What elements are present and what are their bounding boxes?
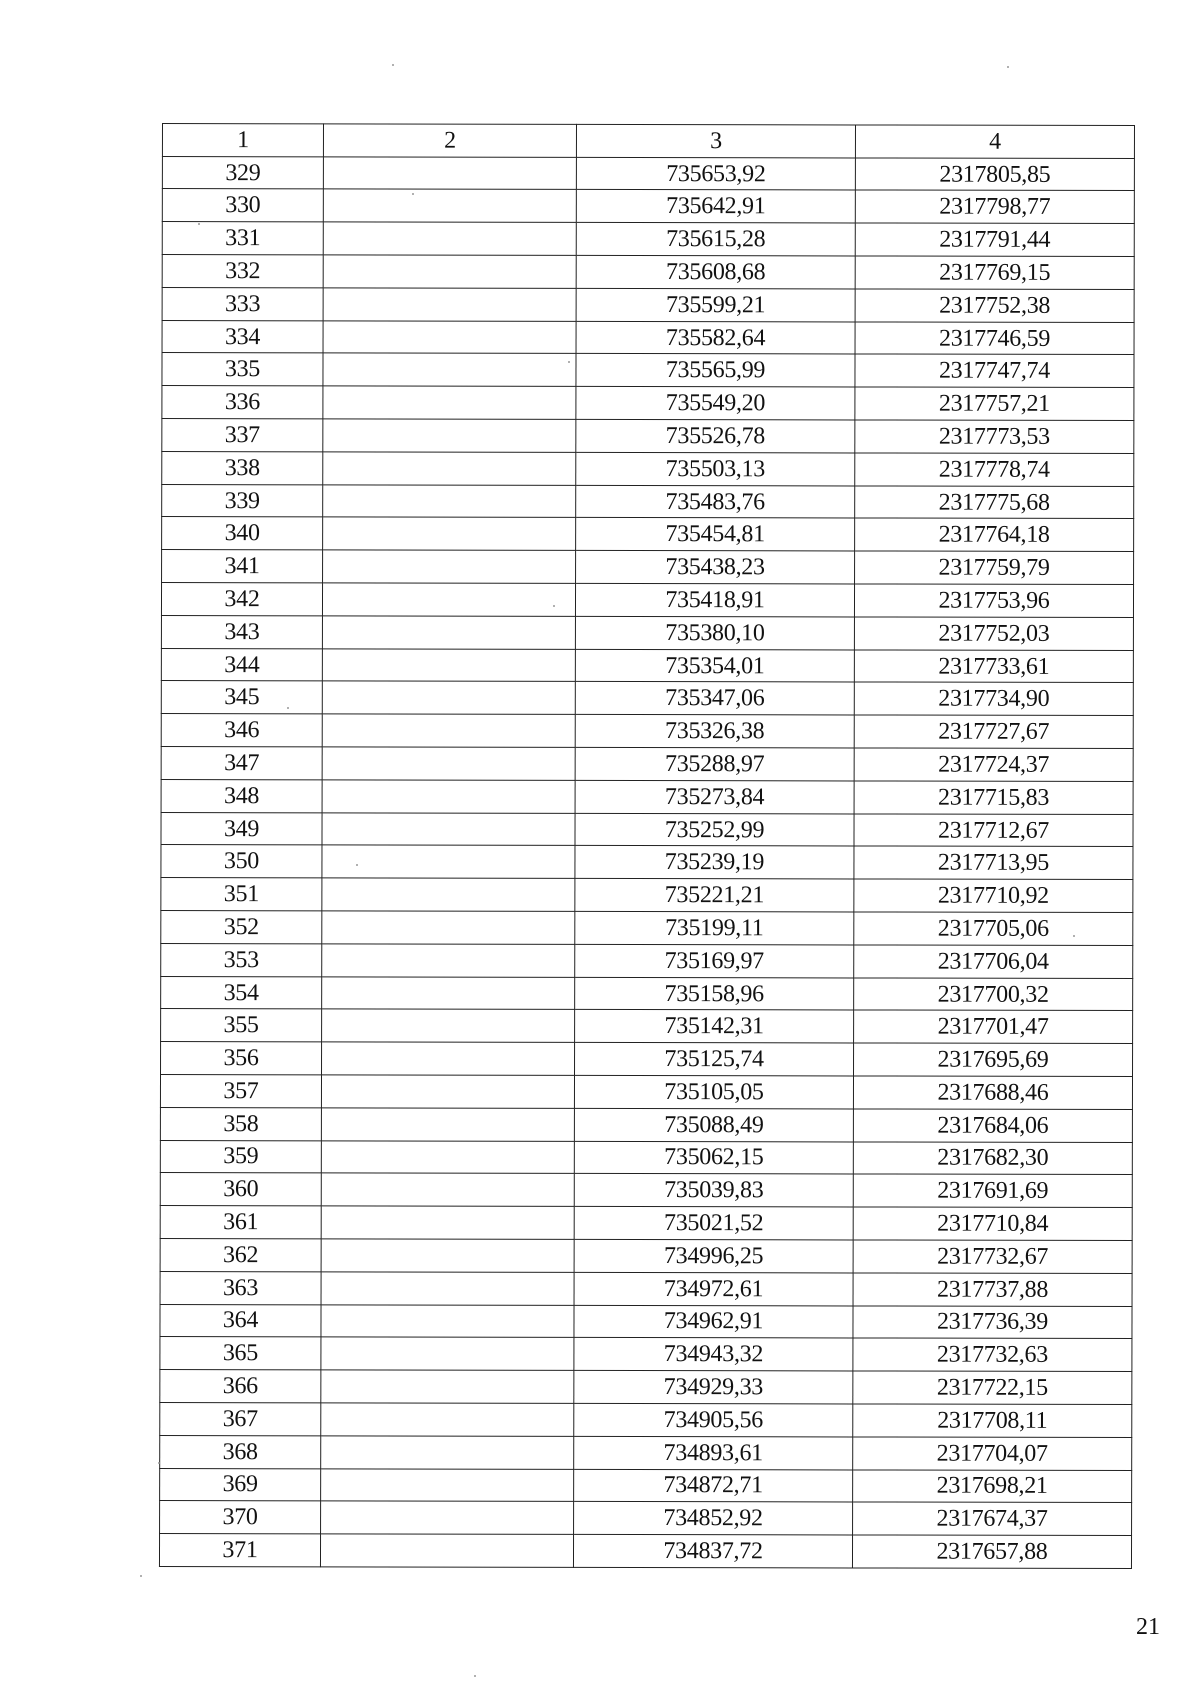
table-row	[160, 1501, 1132, 1536]
table-row	[162, 517, 1134, 552]
table-row	[160, 1238, 1132, 1273]
table-row	[162, 484, 1134, 519]
empty-cell	[322, 845, 575, 878]
x-coordinate-cell: 735642,91	[576, 190, 855, 223]
x-coordinate-cell: 734962,91	[574, 1305, 853, 1338]
empty-cell	[322, 1009, 575, 1042]
x-coordinate-cell: 735125,74	[575, 1043, 854, 1076]
table-header-row	[162, 124, 1134, 159]
x-coordinate-cell: 735653,92	[576, 157, 855, 190]
table-row	[160, 1337, 1132, 1372]
y-coordinate-cell: 2317674,37	[853, 1502, 1132, 1535]
point-number-cell: 344	[161, 648, 322, 681]
y-coordinate-cell: 2317691,69	[853, 1174, 1132, 1207]
x-coordinate-cell: 735039,83	[574, 1174, 853, 1207]
table-row	[160, 1271, 1132, 1306]
table-row	[162, 353, 1134, 388]
point-number-cell: 341	[162, 550, 323, 583]
x-coordinate-cell: 735438,23	[576, 551, 855, 584]
table-row	[160, 1370, 1132, 1405]
point-number-cell: 355	[161, 1009, 322, 1042]
x-coordinate-cell: 734893,61	[574, 1436, 853, 1469]
y-coordinate-cell: 2317757,21	[855, 387, 1134, 420]
point-number-cell: 353	[161, 943, 322, 976]
y-coordinate-cell: 2317798,77	[855, 190, 1134, 223]
y-coordinate-cell: 2317727,67	[854, 715, 1133, 748]
point-number-cell: 333	[162, 287, 323, 320]
point-number-cell: 354	[161, 976, 322, 1009]
empty-cell	[323, 484, 576, 517]
point-number-cell: 357	[160, 1074, 321, 1107]
x-coordinate-cell: 735142,31	[575, 1010, 854, 1043]
y-coordinate-cell: 2317805,85	[855, 158, 1134, 191]
x-coordinate-cell: 735158,96	[575, 977, 854, 1010]
table-row	[161, 615, 1133, 650]
empty-cell	[320, 1534, 573, 1567]
point-number-cell: 332	[162, 255, 323, 288]
point-number-cell: 368	[160, 1435, 321, 1468]
point-number-cell: 350	[161, 845, 322, 878]
table-row	[161, 812, 1133, 847]
y-coordinate-cell: 2317706,04	[854, 945, 1133, 978]
point-number-cell: 352	[161, 911, 322, 944]
x-coordinate-cell: 735105,05	[574, 1075, 853, 1108]
point-number-cell: 343	[161, 615, 322, 648]
empty-cell	[323, 321, 576, 354]
point-number-cell: 366	[160, 1370, 321, 1403]
table-row	[162, 419, 1134, 454]
empty-cell	[323, 353, 576, 386]
point-number-cell: 329	[162, 156, 323, 189]
page-number: 21	[1136, 1614, 1160, 1640]
table-row	[161, 976, 1133, 1011]
scan-speck	[140, 1575, 142, 1577]
scan-speck	[287, 707, 289, 709]
y-coordinate-cell: 2317715,83	[854, 781, 1133, 814]
point-number-cell: 371	[159, 1534, 320, 1567]
x-coordinate-cell: 735347,06	[575, 682, 854, 715]
y-coordinate-cell: 2317682,30	[853, 1142, 1132, 1175]
scan-speck	[474, 1675, 476, 1677]
empty-cell	[321, 1468, 574, 1501]
column-header-1: 1	[162, 124, 323, 157]
point-number-cell: 367	[160, 1402, 321, 1435]
table-row	[161, 1009, 1133, 1044]
empty-cell	[321, 1272, 574, 1305]
y-coordinate-cell: 2317712,67	[854, 814, 1133, 847]
empty-cell	[322, 583, 575, 616]
empty-cell	[323, 452, 576, 485]
x-coordinate-cell: 735418,91	[575, 583, 854, 616]
point-number-cell: 334	[162, 320, 323, 353]
column-header-4: 4	[855, 125, 1134, 158]
y-coordinate-cell: 2317732,67	[853, 1240, 1132, 1273]
table-row	[162, 189, 1134, 224]
x-coordinate-cell: 735354,01	[575, 649, 854, 682]
empty-cell	[323, 419, 576, 452]
x-coordinate-cell: 735599,21	[576, 288, 855, 321]
scan-speck	[158, 1462, 160, 1464]
x-coordinate-cell: 734852,92	[574, 1502, 853, 1535]
y-coordinate-cell: 2317722,15	[853, 1371, 1132, 1404]
table-row	[160, 1107, 1132, 1142]
point-number-cell: 335	[162, 353, 323, 386]
point-number-cell: 369	[160, 1468, 321, 1501]
table-row	[160, 1304, 1132, 1339]
empty-cell	[321, 1075, 574, 1108]
table-row	[161, 648, 1133, 683]
x-coordinate-cell: 735503,13	[576, 452, 855, 485]
empty-cell	[323, 550, 576, 583]
empty-cell	[322, 911, 575, 944]
x-coordinate-cell: 735273,84	[575, 780, 854, 813]
point-number-cell: 345	[161, 681, 322, 714]
point-number-cell: 346	[161, 714, 322, 747]
point-number-cell: 347	[161, 747, 322, 780]
y-coordinate-cell: 2317734,90	[854, 682, 1133, 715]
y-coordinate-cell: 2317733,61	[854, 650, 1133, 683]
x-coordinate-cell: 734943,32	[574, 1338, 853, 1371]
y-coordinate-cell: 2317710,84	[853, 1207, 1132, 1240]
y-coordinate-cell: 2317736,39	[853, 1306, 1132, 1339]
table-row	[160, 1074, 1132, 1109]
empty-cell	[323, 255, 576, 288]
y-coordinate-cell: 2317705,06	[854, 912, 1133, 945]
x-coordinate-cell: 734872,71	[574, 1469, 853, 1502]
y-coordinate-cell: 2317684,06	[853, 1109, 1132, 1142]
point-number-cell: 365	[160, 1337, 321, 1370]
table-row	[161, 747, 1133, 782]
x-coordinate-cell: 734972,61	[574, 1272, 853, 1305]
point-number-cell: 336	[162, 386, 323, 419]
y-coordinate-cell: 2317732,63	[853, 1338, 1132, 1371]
y-coordinate-cell: 2317701,47	[854, 1010, 1133, 1043]
y-coordinate-cell: 2317752,38	[855, 289, 1134, 322]
empty-cell	[322, 648, 575, 681]
empty-cell	[321, 1436, 574, 1469]
x-coordinate-cell: 735615,28	[576, 223, 855, 256]
point-number-cell: 340	[162, 517, 323, 550]
y-coordinate-cell: 2317657,88	[852, 1535, 1131, 1568]
point-number-cell: 339	[162, 484, 323, 517]
x-coordinate-cell: 735169,97	[575, 944, 854, 977]
empty-cell	[321, 1239, 574, 1272]
x-coordinate-cell: 735483,76	[576, 485, 855, 518]
scan-speck	[568, 361, 570, 363]
table-row	[160, 1435, 1132, 1470]
empty-cell	[323, 157, 576, 190]
y-coordinate-cell: 2317752,03	[854, 617, 1133, 650]
table-row	[159, 1534, 1131, 1569]
point-number-cell: 348	[161, 779, 322, 812]
y-coordinate-cell: 2317710,92	[854, 879, 1133, 912]
x-coordinate-cell: 735252,99	[575, 813, 854, 846]
point-number-cell: 364	[160, 1304, 321, 1337]
y-coordinate-cell: 2317791,44	[855, 223, 1134, 256]
x-coordinate-cell: 735582,64	[576, 321, 855, 354]
table-row	[162, 255, 1134, 290]
x-coordinate-cell: 735608,68	[576, 255, 855, 288]
empty-cell	[323, 189, 576, 222]
empty-cell	[321, 1108, 574, 1141]
x-coordinate-cell: 735288,97	[575, 747, 854, 780]
x-coordinate-cell: 734996,25	[574, 1239, 853, 1272]
y-coordinate-cell: 2317688,46	[853, 1076, 1132, 1109]
empty-cell	[322, 780, 575, 813]
x-coordinate-cell: 735021,52	[574, 1207, 853, 1240]
y-coordinate-cell: 2317778,74	[855, 453, 1134, 486]
x-coordinate-cell: 735326,38	[575, 715, 854, 748]
scan-speck	[198, 223, 200, 225]
empty-cell	[322, 878, 575, 911]
scan-speck	[392, 64, 394, 66]
y-coordinate-cell: 2317746,59	[855, 322, 1134, 355]
scan-speck	[412, 193, 414, 195]
empty-cell	[322, 976, 575, 1009]
empty-cell	[321, 1370, 574, 1403]
table-row	[160, 1468, 1132, 1503]
table-row	[162, 222, 1134, 257]
point-number-cell: 362	[160, 1238, 321, 1271]
y-coordinate-cell: 2317724,37	[854, 748, 1133, 781]
point-number-cell: 349	[161, 812, 322, 845]
scan-speck	[356, 864, 358, 866]
table-row	[161, 714, 1133, 749]
coordinates-table	[159, 123, 1135, 1569]
y-coordinate-cell: 2317759,79	[855, 551, 1134, 584]
scan-speck	[1073, 935, 1075, 937]
table-row	[161, 1042, 1133, 1077]
table-row	[161, 845, 1133, 880]
table-row	[161, 681, 1133, 716]
point-number-cell: 331	[162, 222, 323, 255]
empty-cell	[321, 1403, 574, 1436]
x-coordinate-cell: 735565,99	[576, 354, 855, 387]
x-coordinate-cell: 734837,72	[573, 1535, 852, 1568]
scan-speck	[553, 605, 555, 607]
x-coordinate-cell: 735549,20	[576, 387, 855, 420]
point-number-cell: 330	[162, 189, 323, 222]
empty-cell	[322, 812, 575, 845]
empty-cell	[321, 1140, 574, 1173]
point-number-cell: 363	[160, 1271, 321, 1304]
table-row	[161, 943, 1133, 978]
empty-cell	[321, 1501, 574, 1534]
y-coordinate-cell: 2317769,15	[855, 256, 1134, 289]
y-coordinate-cell: 2317773,53	[855, 420, 1134, 453]
empty-cell	[322, 1042, 575, 1075]
point-number-cell: 358	[160, 1107, 321, 1140]
table-row	[160, 1402, 1132, 1437]
table-row	[161, 779, 1133, 814]
empty-cell	[323, 288, 576, 321]
table-row	[161, 583, 1133, 618]
point-number-cell: 360	[160, 1173, 321, 1206]
empty-cell	[321, 1304, 574, 1337]
empty-cell	[322, 944, 575, 977]
y-coordinate-cell: 2317737,88	[853, 1273, 1132, 1306]
x-coordinate-cell: 735526,78	[576, 419, 855, 452]
empty-cell	[321, 1173, 574, 1206]
empty-cell	[322, 681, 575, 714]
empty-cell	[322, 714, 575, 747]
point-number-cell: 359	[160, 1140, 321, 1173]
empty-cell	[323, 386, 576, 419]
column-header-2: 2	[323, 124, 576, 157]
x-coordinate-cell: 734929,33	[574, 1371, 853, 1404]
y-coordinate-cell: 2317747,74	[855, 354, 1134, 387]
empty-cell	[323, 222, 576, 255]
empty-cell	[321, 1337, 574, 1370]
point-number-cell: 337	[162, 419, 323, 452]
table-row	[162, 386, 1134, 421]
point-number-cell: 361	[160, 1206, 321, 1239]
y-coordinate-cell: 2317775,68	[855, 486, 1134, 519]
x-coordinate-cell: 735239,19	[575, 846, 854, 879]
x-coordinate-cell: 734905,56	[574, 1403, 853, 1436]
table-row	[161, 878, 1133, 913]
x-coordinate-cell: 735454,81	[576, 518, 855, 551]
column-header-3: 3	[576, 124, 855, 157]
empty-cell	[322, 616, 575, 649]
scan-speck	[1007, 66, 1009, 68]
y-coordinate-cell: 2317764,18	[855, 518, 1134, 551]
y-coordinate-cell: 2317700,32	[854, 978, 1133, 1011]
x-coordinate-cell: 735199,11	[575, 911, 854, 944]
table-row	[160, 1206, 1132, 1241]
x-coordinate-cell: 735221,21	[575, 879, 854, 912]
empty-cell	[322, 747, 575, 780]
point-number-cell: 338	[162, 451, 323, 484]
x-coordinate-cell: 735380,10	[575, 616, 854, 649]
y-coordinate-cell: 2317708,11	[853, 1404, 1132, 1437]
empty-cell	[323, 517, 576, 550]
y-coordinate-cell: 2317698,21	[853, 1470, 1132, 1503]
y-coordinate-cell: 2317713,95	[854, 846, 1133, 879]
x-coordinate-cell: 735088,49	[574, 1108, 853, 1141]
point-number-cell: 370	[160, 1501, 321, 1534]
table-row	[162, 451, 1134, 486]
empty-cell	[321, 1206, 574, 1239]
y-coordinate-cell: 2317753,96	[854, 584, 1133, 617]
x-coordinate-cell: 735062,15	[574, 1141, 853, 1174]
table-row	[160, 1140, 1132, 1175]
table-row	[161, 911, 1133, 946]
table-row	[162, 550, 1134, 585]
table-row	[162, 156, 1134, 191]
y-coordinate-cell: 2317704,07	[853, 1437, 1132, 1470]
table-row	[162, 287, 1134, 322]
y-coordinate-cell: 2317695,69	[854, 1043, 1133, 1076]
point-number-cell: 351	[161, 878, 322, 911]
point-number-cell: 342	[161, 583, 322, 616]
table-row	[162, 320, 1134, 355]
table-row	[160, 1173, 1132, 1208]
point-number-cell: 356	[161, 1042, 322, 1075]
